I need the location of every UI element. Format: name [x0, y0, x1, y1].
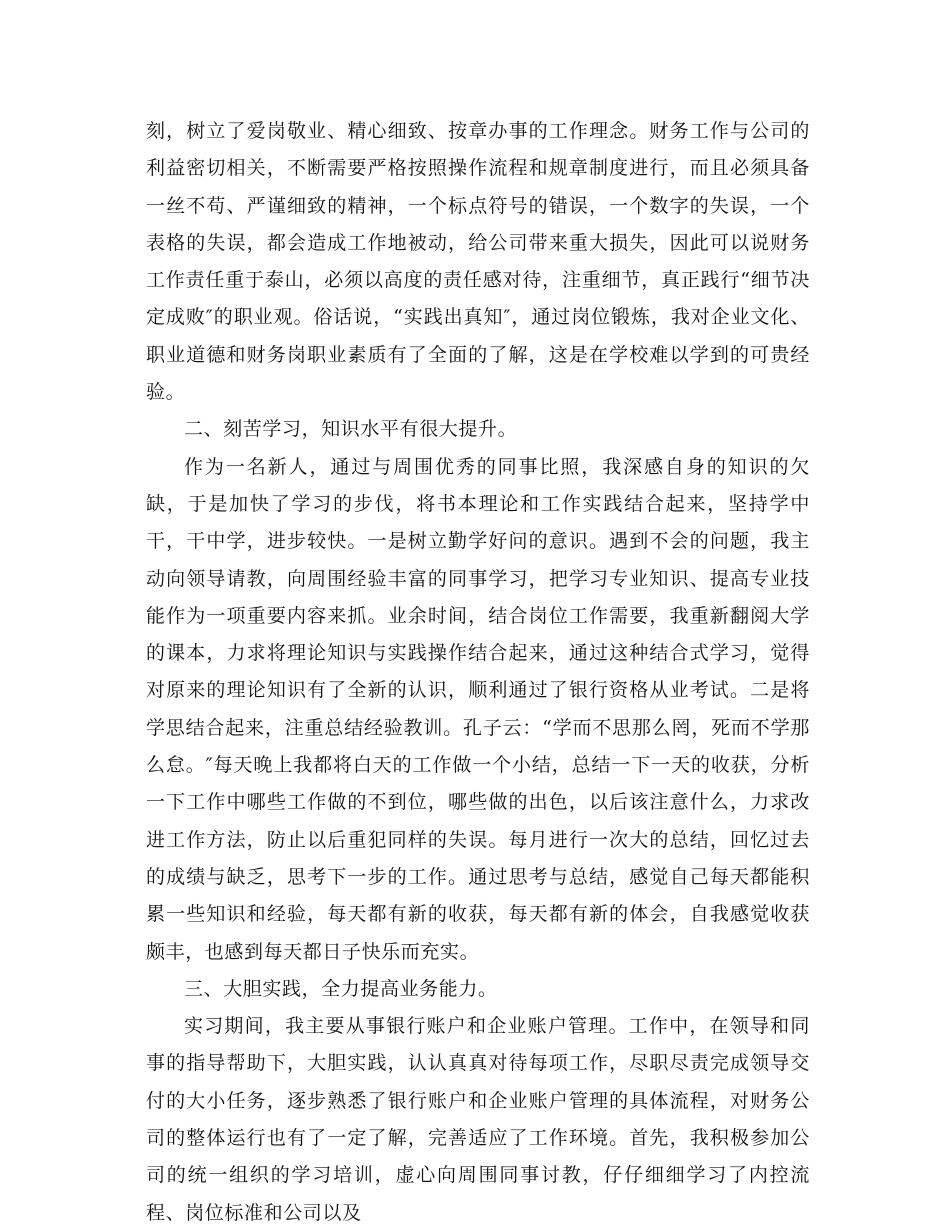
section-heading-study: 二、刻苦学习，知识水平有很大提升。 — [184, 418, 518, 441]
paragraph-practice: 实习期间，我主要从事银行账户和企业账户管理。工作中，在领导和同事的指导帮助下，大胆实践，认认真真对待每项工作，尽职尽责完成领导交付的大小任务，逐步熟悉了银行账户和企业账户管理的具体流程，对财务公司的整体运行也有了一定了解，完善适应了工作环境。首先，我积极参加公司的统一组织的学习培训，虚心向周围同事讨教，仔仔细细学习了内控流程、岗位标准和公司以及 — [146, 1015, 810, 1224]
section-heading-practice: 三、大胆实践，全力提高业务能力。 — [184, 977, 498, 1000]
document-body — [146, 113, 810, 1232]
paragraph-study: 作为一名新人，通过与周围优秀的同事比照，我深感自身的知识的欠缺，于是加快了学习的步伐，将书本理论和工作实践结合起来，坚持学中干，干中学，进步较快。一是树立勤学好问的意识。遇到不会的问题，我主动向领导请教，向周围经验丰富的同事学习，把学习专业知识、提高专业技能作为一项重要内容来抓。业余时间，结合岗位工作需要，我重新翻阅大学的课本，力求将理论知识与实践操作结合起来，通过这种结合式学习，觉得对原来的理论知识有了全新的认识，顺利通过了银行资格从业考试。二是将学思结合起来，注重总结经验教训。孔子云：“学而不思那么罔，死而不学那么怠。″每天晚上我都将白天的工作做一个小结，总结一下一天的收获，分析一下工作中哪些工作做的不到位，哪些做的出色，以后该注意什么，力求改进工作方法，防止以后重犯同样的失误。每月进行一次大的总结，回忆过去的成绩与缺乏，思考下一步的工作。通过思考与总结，感觉自己每天都能积累一些知识和经验，每天都有新的收获，每天都有新的体会，自我感觉收获颇丰，也感到每天都日子快乐而充实。 — [146, 455, 810, 963]
paragraph-work-philosophy: 刻，树立了爱岗敬业、精心细致、按章办事的工作理念。财务工作与公司的利益密切相关，不断需要严格按照操作流程和规章制度进行，而且必须具备一丝不苟、严谨细致的精神，一个标点符号的错误，一个数字的失误，一个表格的失误，都会造成工作地被动，给公司带来重大损失，因此可以说财务工作责任重于泰山，必须以高度的责任感对待，注重细节，真正践行“细节决定成败″的职业观。俗话说，“实践出真知″，通过岗位锻炼，我对企业文化、职业道德和财务岗职业素质有了全面的了解，这是在学校难以学到的可贵经验。 — [146, 120, 810, 404]
